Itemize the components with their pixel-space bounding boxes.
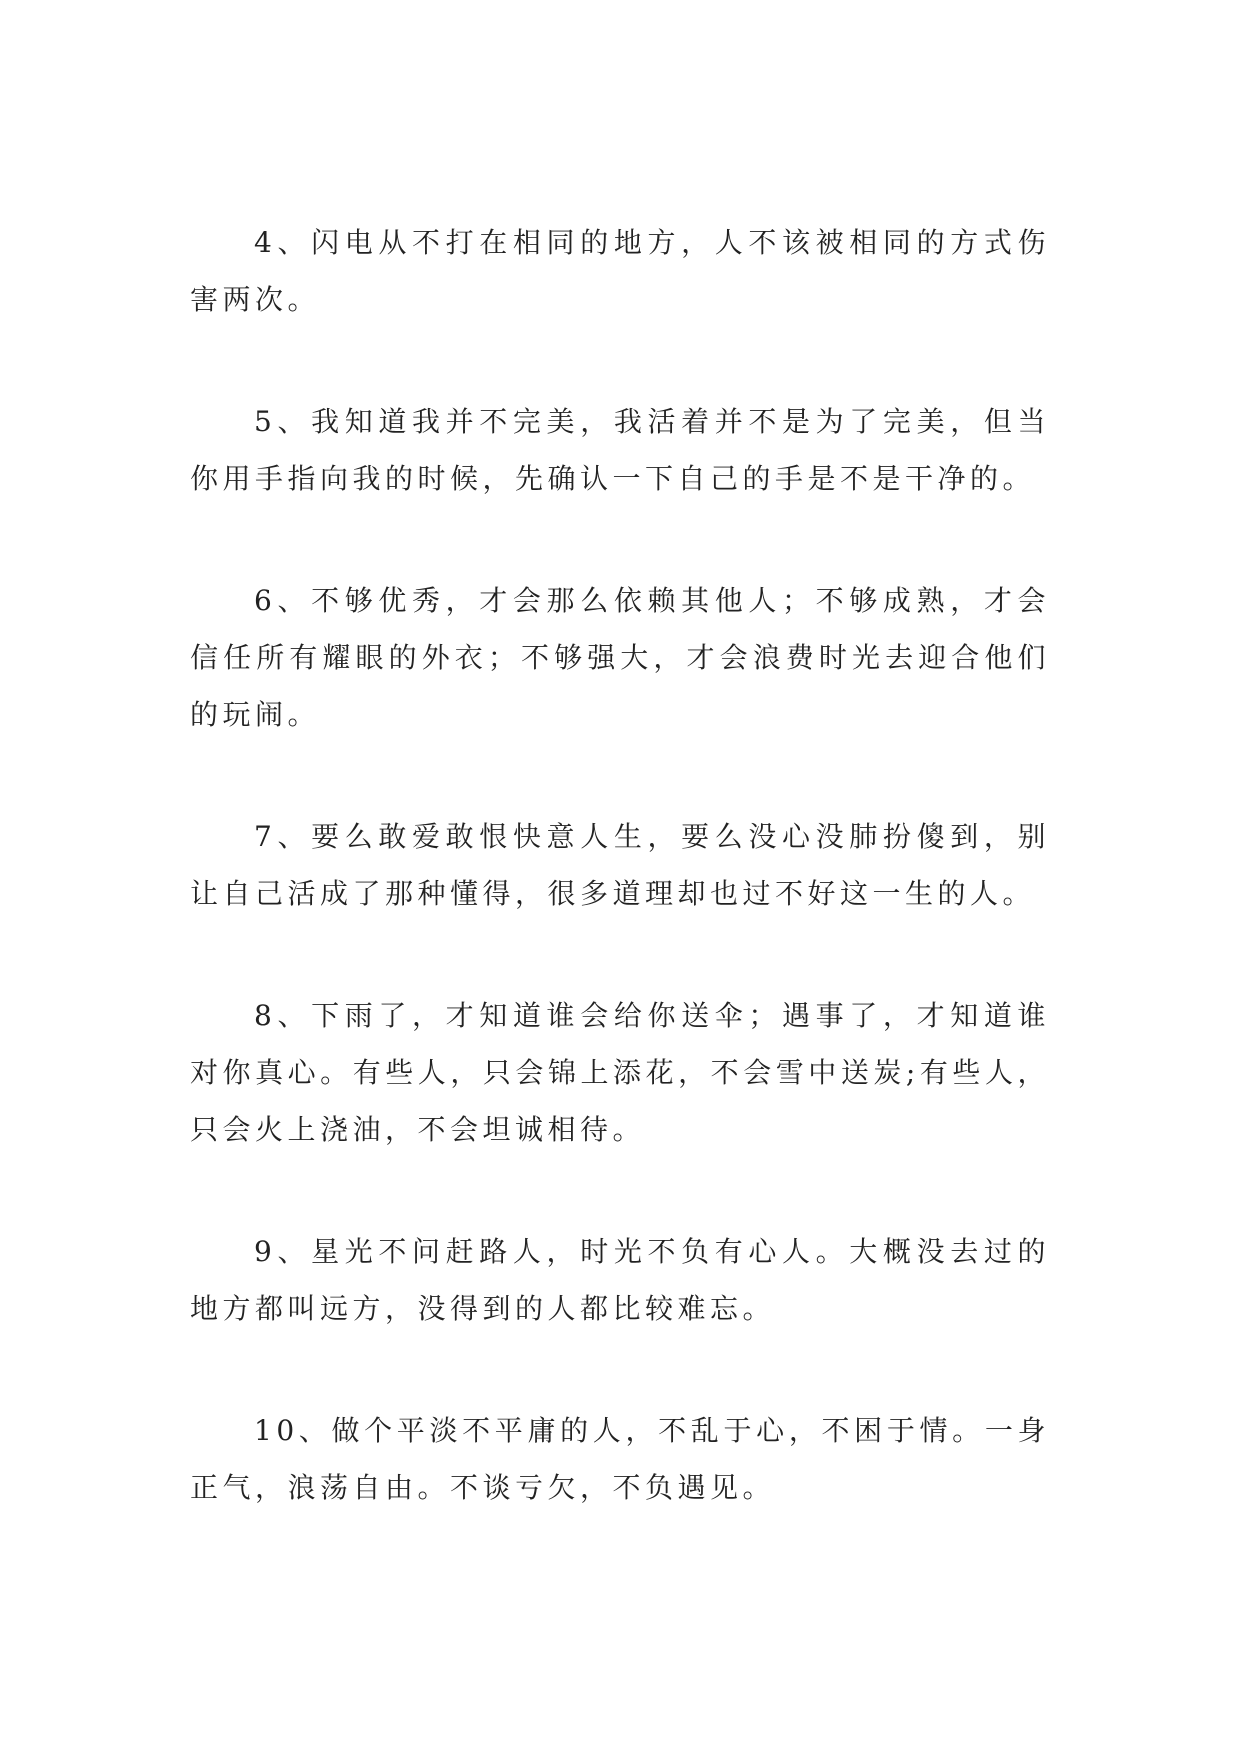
paragraph-7: 7、要么敢爱敢恨快意人生，要么没心没肺扮傻到，别让自己活成了那种懂得，很多道理却也过不好这一生的人。	[190, 820, 1050, 910]
paragraph-6: 6、不够优秀，才会那么依赖其他人；不够成熟，才会信任所有耀眼的外衣；不够强大，才会浪费时光去迎合他们的玩闹。	[190, 584, 1050, 731]
paragraph-4: 4、闪电从不打在相同的地方，人不该被相同的方式伤害两次。	[190, 226, 1050, 316]
paragraph-10: 10、做个平淡不平庸的人，不乱于心，不困于情。一身正气，浪荡自由。不谈亏欠，不负遇见。	[190, 1414, 1050, 1504]
paragraph-9: 9、星光不问赶路人，时光不负有心人。大概没去过的地方都叫远方，没得到的人都比较难忘。	[190, 1235, 1050, 1325]
document-page	[190, 214, 1050, 1581]
paragraph-5: 5、我知道我并不完美，我活着并不是为了完美，但当你用手指向我的时候，先确认一下自己的手是不是干净的。	[190, 405, 1050, 495]
paragraph-8: 8、下雨了，才知道谁会给你送伞；遇事了，才知道谁对你真心。有些人，只会锦上添花，不会雪中送炭;有些人，只会火上浇油，不会坦诚相待。	[190, 999, 1050, 1146]
